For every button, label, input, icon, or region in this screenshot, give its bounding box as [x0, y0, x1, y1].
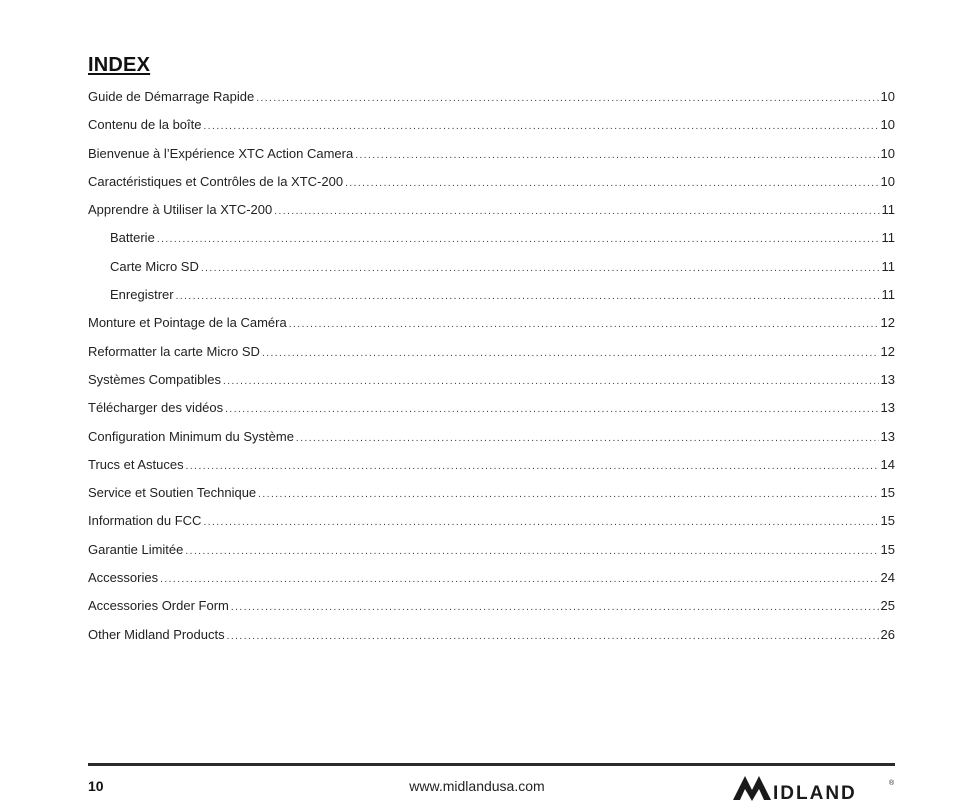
toc-entry-label: Other Midland Products	[88, 626, 225, 642]
index-title: INDEX	[88, 54, 151, 76]
toc-entry-page: 24	[880, 570, 895, 586]
toc-dot-leader	[176, 288, 880, 305]
toc-entry-label: Trucs et Astuces	[88, 456, 184, 472]
toc-dot-leader	[157, 231, 880, 248]
toc-entry[interactable]	[88, 258, 895, 286]
toc-entry-label: Configuration Minimum du Système	[88, 428, 294, 444]
toc-entry-label: Guide de Démarrage Rapide	[88, 89, 255, 104]
toc-entry[interactable]	[88, 597, 895, 625]
toc-entry-label: Contenu de la boîte	[88, 117, 202, 133]
toc-entry-page: 11	[881, 202, 895, 218]
toc-dot-leader	[225, 401, 878, 418]
registered-mark: ®	[889, 780, 895, 787]
toc-entry-page: 13	[880, 428, 895, 444]
toc-entry[interactable]	[88, 229, 895, 257]
logo-wordmark: IDLAND	[773, 783, 857, 802]
footer-divider	[88, 763, 895, 766]
toc-entry[interactable]	[88, 145, 895, 173]
toc-entry[interactable]	[88, 286, 895, 314]
toc-entry-label: Garantie Limitée	[88, 541, 184, 557]
toc-dot-leader	[201, 260, 880, 277]
toc-entry-page: 26	[880, 626, 895, 642]
toc-entry-label: Enregistrer	[110, 287, 174, 303]
toc-entry-label: Reformatter la carte Micro SD	[88, 343, 260, 359]
table-of-contents	[88, 88, 895, 654]
toc-dot-leader	[355, 147, 878, 164]
footer-url[interactable]: www.midlandusa.com	[409, 778, 545, 794]
toc-dot-leader	[223, 373, 879, 390]
toc-dot-leader	[203, 118, 878, 135]
toc-dot-leader	[289, 316, 879, 333]
toc-entry-page: 11	[881, 230, 895, 246]
toc-entry-label: Bienvenue à l’Expérience XTC Action Camera	[88, 145, 354, 161]
toc-entry[interactable]	[88, 314, 895, 342]
page-number: 10	[88, 778, 104, 794]
toc-entry-label: Systèmes Compatibles	[88, 371, 221, 387]
toc-entry-page: 13	[880, 371, 895, 387]
toc-dot-leader	[256, 90, 878, 107]
toc-entry[interactable]	[88, 343, 895, 371]
toc-entry-label: Caractéristiques et Contrôles de la XTC-200	[88, 173, 344, 189]
toc-entry-page: 12	[880, 343, 895, 359]
toc-entry-page: 10	[880, 117, 895, 133]
toc-entry-label: Télécharger des vidéos	[88, 400, 224, 416]
toc-entry-page: 13	[880, 400, 895, 416]
toc-dot-leader	[227, 628, 879, 645]
toc-entry[interactable]	[88, 456, 895, 484]
toc-entry[interactable]	[88, 399, 895, 427]
toc-entry-label: Service et Soutien Technique	[88, 485, 257, 501]
toc-dot-leader	[345, 175, 878, 192]
toc-entry-page: 10	[880, 89, 895, 104]
toc-entry[interactable]	[88, 371, 895, 399]
toc-entry-label: Accessories	[88, 570, 159, 586]
toc-entry-page: 25	[880, 598, 895, 614]
toc-entry-label: Carte Micro SD	[110, 258, 199, 274]
toc-dot-leader	[231, 599, 879, 616]
toc-entry[interactable]	[88, 201, 895, 229]
toc-dot-leader	[296, 430, 879, 447]
toc-entry[interactable]	[88, 626, 895, 654]
toc-entry-label: Information du FCC	[88, 513, 202, 529]
toc-entry-page: 15	[880, 541, 895, 557]
toc-entry-label: Batterie	[110, 230, 155, 246]
toc-entry[interactable]	[88, 512, 895, 540]
toc-entry-page: 12	[880, 315, 895, 331]
toc-entry-page: 10	[880, 145, 895, 161]
toc-entry-label: Monture et Pointage de la Caméra	[88, 315, 287, 331]
toc-dot-leader	[160, 571, 878, 588]
toc-dot-leader	[186, 458, 879, 475]
toc-entry-label: Apprendre à Utiliser la XTC-200	[88, 202, 273, 218]
toc-dot-leader	[258, 486, 878, 503]
toc-entry[interactable]	[88, 541, 895, 569]
toc-dot-leader	[185, 543, 878, 560]
toc-entry-page: 14	[880, 456, 895, 472]
toc-dot-leader	[203, 514, 878, 531]
toc-entry[interactable]	[88, 173, 895, 201]
toc-entry[interactable]	[88, 484, 895, 512]
toc-entry-label: Accessories Order Form	[88, 598, 229, 614]
toc-dot-leader	[262, 345, 879, 362]
toc-entry-page: 10	[880, 173, 895, 189]
toc-entry-page: 15	[880, 513, 895, 529]
toc-entry-page: 11	[881, 287, 895, 303]
toc-entry[interactable]	[88, 569, 895, 597]
toc-entry[interactable]	[88, 428, 895, 456]
toc-entry[interactable]	[88, 116, 895, 144]
toc-entry[interactable]	[88, 88, 895, 116]
midland-logo	[733, 774, 895, 802]
toc-entry-page: 11	[881, 258, 895, 274]
toc-entry-page: 15	[880, 485, 895, 501]
toc-dot-leader	[274, 203, 879, 220]
